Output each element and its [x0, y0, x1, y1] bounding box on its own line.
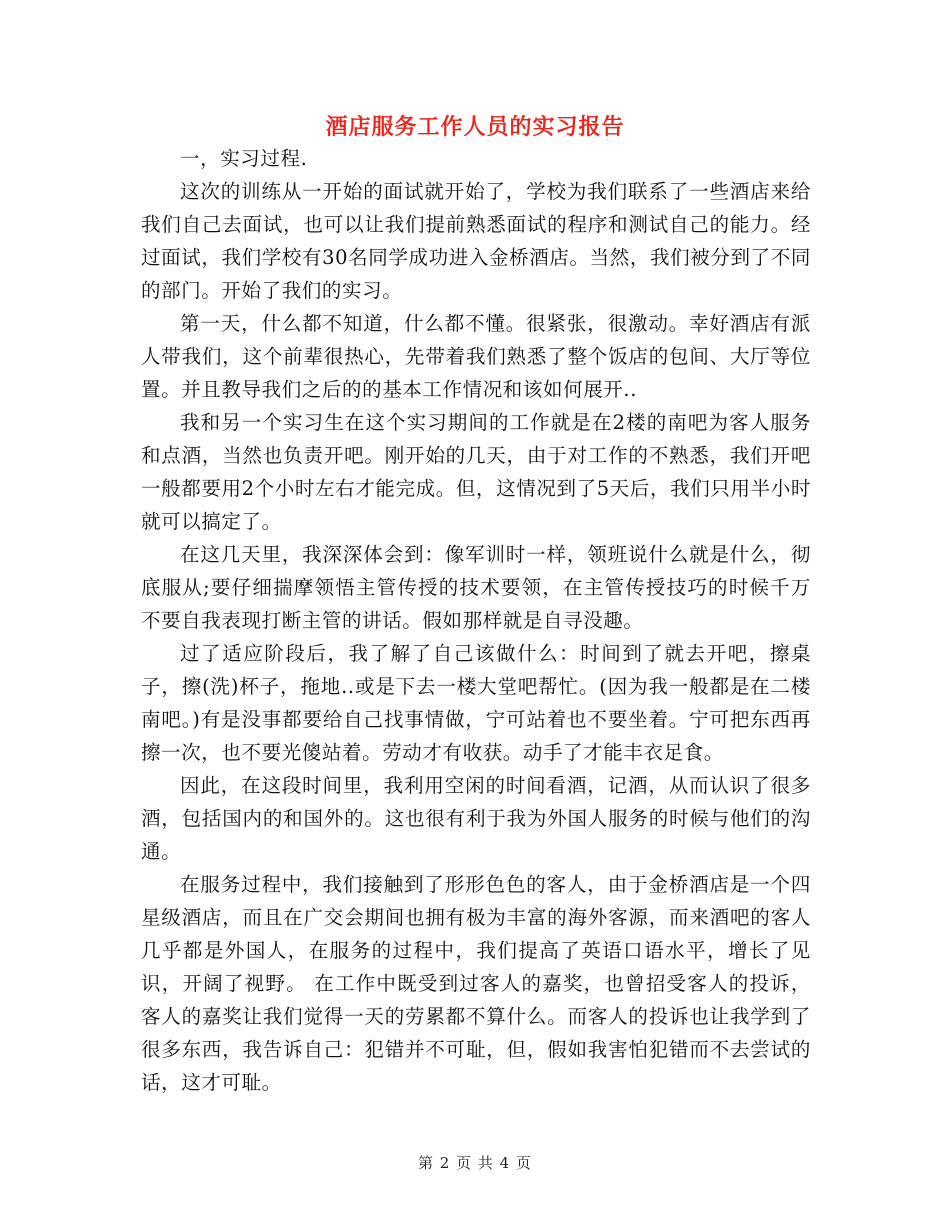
paragraph: 在这几天里，我深深体会到：像军训时一样，领班说什么就是什么，彻底服从;要仔细揣摩领悟主管传授的技术要领，在主管传授技巧的时候千万不要自我表现打断主管的讲话。假如那样就是自寻没趣。	[141, 543, 811, 632]
paragraph: 第一天，什么都不知道，什么都不懂。很紧张，很激动。幸好酒店有派人带我们，这个前辈很热心，先带着我们熟悉了整个饭店的包间、大厅等位置。并且教导我们之后的的基本工作情况和该如何展开..	[141, 312, 811, 401]
paragraph: 过了适应阶段后，我了解了自己该做什么：时间到了就去开吧，擦桌子，擦(洗)杯子，拖地..或是下去一楼大堂吧帮忙。(因为我一般都是在二楼南吧。)有是没事都要给自己找事情做，宁可站着也不要坐着。宁可把东西再擦一次，也不要光傻站着。劳动才有收获。动手了才能丰衣足食。	[141, 642, 811, 764]
page-footer: 第 2 页 共 4 页	[418, 1154, 532, 1172]
paragraph: 因此，在这段时间里，我利用空闲的时间看酒，记酒，从而认识了很多酒，包括国内的和国外的。这也很有利于我为外国人服务的时候与他们的沟通。	[141, 774, 811, 863]
paragraph: 在服务过程中，我们接触到了形形色色的客人，由于金桥酒店是一个四星级酒店，而且在广交会期间也拥有极为丰富的海外客源，而来酒吧的客人几乎都是外国人，在服务的过程中，我们提高了英语口语水平，增长了见识，开阔了视野。 在工作中既受到过客人的嘉奖，也曾招受客人的投诉，客人的嘉奖让我们觉得一天的劳累都不算什么。而客人的投诉也让我学到了很多东西，我告诉自己：犯错并不可耻，但，假如我害怕犯错而不去尝试的话，这才可耻。	[141, 873, 811, 1094]
section-heading: 一，实习过程.	[180, 147, 308, 170]
paragraph: 我和另一个实习生在这个实习期间的工作就是在2楼的南吧为客人服务和点酒，当然也负责开吧。刚开始的几天，由于对工作的不熟悉，我们开吧一般都要用2个小时左右才能完成。但，这情况到了5天后，我们只用半小时就可以搞定了。	[141, 411, 811, 533]
document-title: 酒店服务工作人员的实习报告	[325, 114, 625, 140]
paragraph: 这次的训练从一开始的面试就开始了，学校为我们联系了一些酒店来给我们自己去面试，也可以让我们提前熟悉面试的程序和测试自己的能力。经过面试，我们学校有30名同学成功进入金桥酒店。当然，我们被分到了不同的部门。开始了我们的实习。	[141, 180, 811, 302]
document-body	[141, 142, 811, 1099]
